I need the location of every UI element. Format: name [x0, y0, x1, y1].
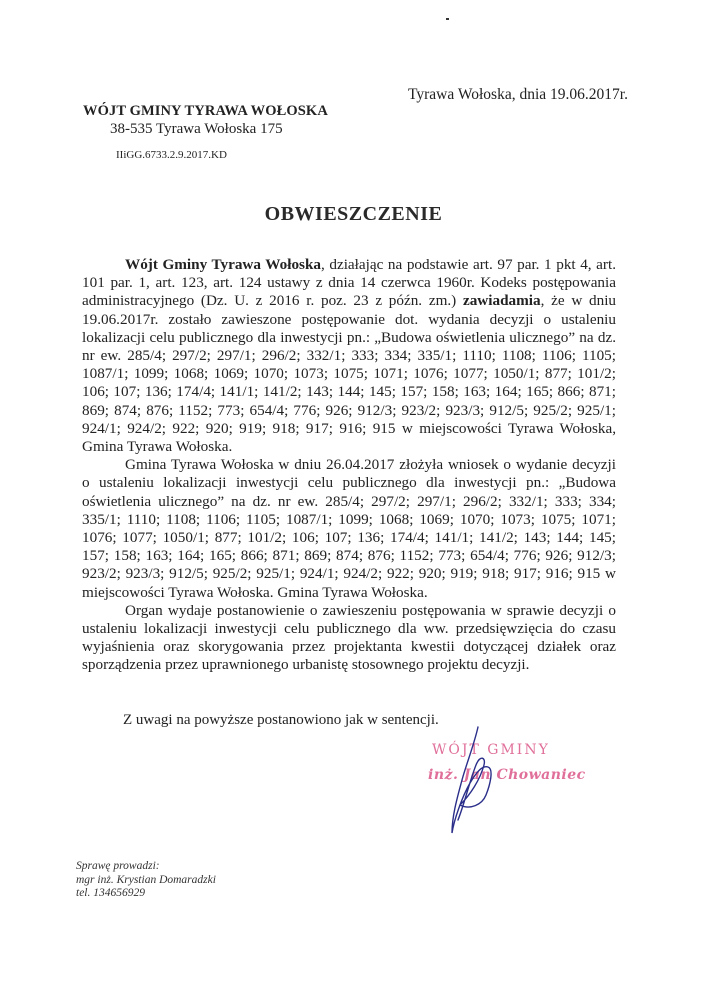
- stamp-title: WÓJT GMINY: [432, 742, 550, 758]
- document-body: [82, 256, 616, 675]
- document-title: OBWIESZCZENIE: [264, 203, 443, 225]
- reference-number: IIiGG.6733.2.9.2017.KD: [116, 149, 227, 161]
- authority-name: Wójt Gminy Tyrawa Wołoska: [125, 256, 321, 273]
- paragraph-decision: Organ wydaje postanowienie o zawieszeniu postępowania w sprawie decyzji o ustaleniu lokalizacji inwestycji celu publicznego dla ww. przedsięwzięcia do czasu wyjaśnienia oraz skorygowania przez projektanta kwestii dotyczącej działek oraz sporządzenia przez uprawnionego urbanistę stosownego projektu decyzji.: [82, 601, 616, 674]
- notice-keyword: zawiadamia: [462, 292, 541, 310]
- case-handler: [76, 860, 216, 901]
- office-name: WÓJT GMINY TYRAWA WOŁOSKA: [83, 103, 328, 119]
- place-and-date: Tyrawa Wołoska, dnia 19.06.2017r.: [408, 86, 628, 103]
- paragraph-application: Gmina Tyrawa Wołoska w dniu 26.04.2017 złożyła wniosek o wydanie decyzji o ustaleniu lokalizacji inwestycji celu publicznego dla inwestycji pn.: „Budowa oświetlenia ulicznego” na dz. nr ew. 285/4; 297/2; 297/1; 296/2; 332/1; 333; 334; 335/1; 1110; 1108; 1106; 1105; 1087/1; 1099; 1068; 1069; 1070; 1073; 1075; 1071; 1076; 1077; 1050/1; 877; 101/2; 106; 107; 136; 174/4; 141/1; 141/2; 143; 144; 145; 157; 158; 163; 164; 165; 866; 871; 869; 874; 876; 1152; 773; 654/4; 776; 926; 912/3; 923/2; 923/3; 912/5; 925/2; 925/1; 924/1; 924/2; 922; 920; 919; 918; 917; 916; 915 w miejscowości Tyrawa Wołoska. Gmina Tyrawa Wołoska.: [82, 456, 616, 601]
- stamp-signatory: inż. Jan Chowaniec: [428, 767, 586, 783]
- case-handler-phone: tel. 134656929: [76, 887, 145, 899]
- case-handler-name: mgr inż. Krystian Domaradzki: [76, 873, 216, 886]
- handwritten-signature: [440, 725, 510, 840]
- case-handler-label: Sprawę prowadzi:: [76, 860, 160, 872]
- scan-speck: [446, 18, 449, 20]
- signature-stroke: [452, 727, 491, 833]
- closing-statement: Z uwagi na powyższe postanowiono jak w sentencji.: [123, 712, 439, 728]
- paragraph-notice: Wójt Gminy Tyrawa Wołoska, działając na podstawie art. 97 par. 1 pkt 4, art. 101 par. 1, art. 123, art. 124 ustawy z dnia 14 czerwca 1960r. Kodeks postępowania administracyjnego (Dz. U. z 2016 r. poz. 23 z późn. zm.) zawiadamia, że w dniu 19.06.2017r. zostało zawieszone postępowanie dot. wydania decyzji o ustaleniu lokalizacji celu publicznego dla inwestycji pn.: „Budowa oświetlenia ulicznego” na dz. nr ew. 285/4; 297/2; 297/1; 296/2; 332/1; 333; 334; 335/1; 1110; 1108; 1106; 1105; 1087/1; 1099; 1068; 1069; 1070; 1073; 1075; 1071; 1076; 1077; 1050/1; 877; 101/2; 106; 107; 136; 174/4; 141/1; 141/2; 143; 144; 145; 157; 158; 163; 164; 165; 866; 871; 869; 874; 876; 1152; 773; 654/4; 776; 926; 912/3; 923/2; 923/3; 912/5; 925/2; 925/1; 924/1; 924/2; 922; 920; 919; 918; 917; 916; 915 w miejscowości Tyrawa Wołoska, Gmina Tyrawa Wołoska.: [82, 256, 617, 456]
- office-address: 38-535 Tyrawa Wołoska 175: [110, 121, 283, 137]
